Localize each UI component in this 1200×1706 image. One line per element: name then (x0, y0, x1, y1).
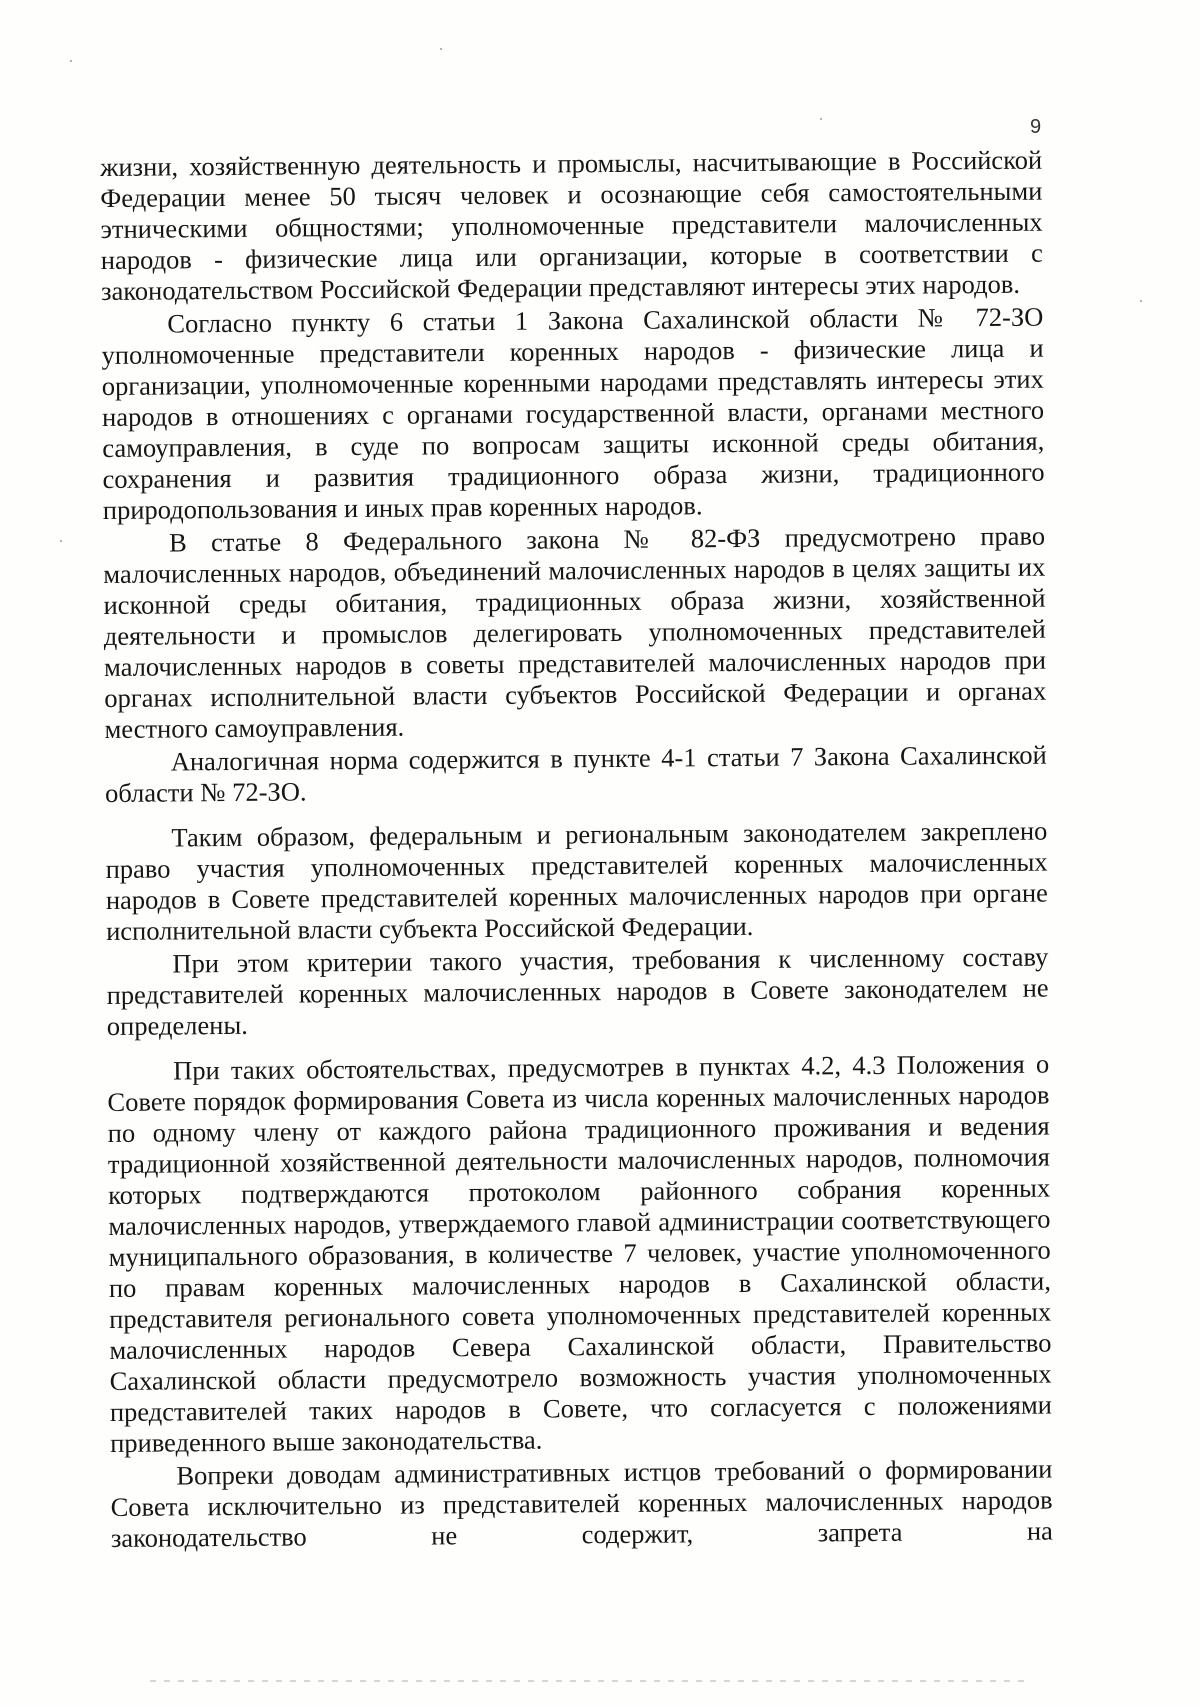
paragraph-8: Вопреки доводам административных истцов требований о формировании Совета исключительно из представителей коренных малочисленных народов законодательство не содержит, запрета на (110, 1453, 1053, 1553)
scan-speck (1140, 300, 1142, 302)
paragraph-7: При таких обстоятельствах, предусмотрев в пунктах 4.2, 4.3 Положения о Совете порядок формирования Совета из числа коренных малочисленных народов по одному члену от каждого района традиционного проживания и ведения традиционной хозяйственной деятельности малочисленных народов, полномочия которых подтверждаются протоколом районного собрания коренных малочисленных народов, утверждаемого главой администрации соответствующего муниципального образования, в количестве 7 человек, участие уполномоченного по правам коренных малочисленных народов в Сахалинской области, представителя регионального совета уполномоченных представителей коренных малочисленных народов Севера Сахалинской области, Правительство Сахалинской области предусмотрело возможность участия уполномоченных представителей таких народов в Совете, что согласуется с положениями приведенного выше законодательства. (107, 1048, 1052, 1458)
page-number: 9 (1030, 116, 1042, 138)
paragraph-5: Таким образом, федеральным и региональным законодателем закреплено право участия уполномоченных представителей коренных малочисленных народов в Совете представителей коренных малочисленных народов при органе исполнительной власти субъекта Российской Федерации. (105, 815, 1048, 946)
scan-speck (440, 48, 442, 50)
paragraph-3: В статье 8 Федерального закона № 82-ФЗ предусмотрено право малочисленных народов, объединений малочисленных народов в целях защиты их исконной среды обитания, традиционных образа жизни, хозяйственной деятельности и промыслов делегировать уполномоченных представителей малочисленных народов в советы представителей малочисленных народов при органах исполнительной власти субъектов Российской Федерации и органах местного самоуправления. (103, 520, 1047, 744)
document-body (100, 145, 1053, 1556)
paragraph-4: Аналогичная норма содержится в пункте 4-1 статьи 7 Закона Сахалинской области № 72-ЗО. (104, 739, 1047, 808)
scan-speck (70, 60, 72, 62)
scan-speck (820, 118, 822, 120)
scan-speck (60, 540, 62, 542)
paragraph-2: Согласно пункту 6 статьи 1 Закона Сахалинской области № 72-ЗО уполномоченные представители коренных народов - физические лица и организации, уполномоченные коренными народами представлять интересы этих народов в отношениях с органами государственной власти, органами местного самоуправления, в суде по вопросам защиты исконной среды обитания, сохранения и развития традиционного образа жизни, традиционного природопользования и иных прав коренных народов. (101, 301, 1045, 525)
paragraph-6: При этом критерии такого участия, требования к численному составу представителей коренных малочисленных народов в Совете законодателем не определены. (106, 941, 1049, 1041)
scan-noise-line (150, 1680, 1030, 1682)
paragraph-1: жизни, хозяйственную деятельность и промыслы, насчитывающие в Российской Федерации менее 50 тысяч человек и осознающие себя самостоятельными этническими общностями; уполномоченные представители малочисленных народов - физические лица или организации, которые в соответствии с законодательством Российской Федерации представляют интересы этих народов. (100, 144, 1043, 306)
